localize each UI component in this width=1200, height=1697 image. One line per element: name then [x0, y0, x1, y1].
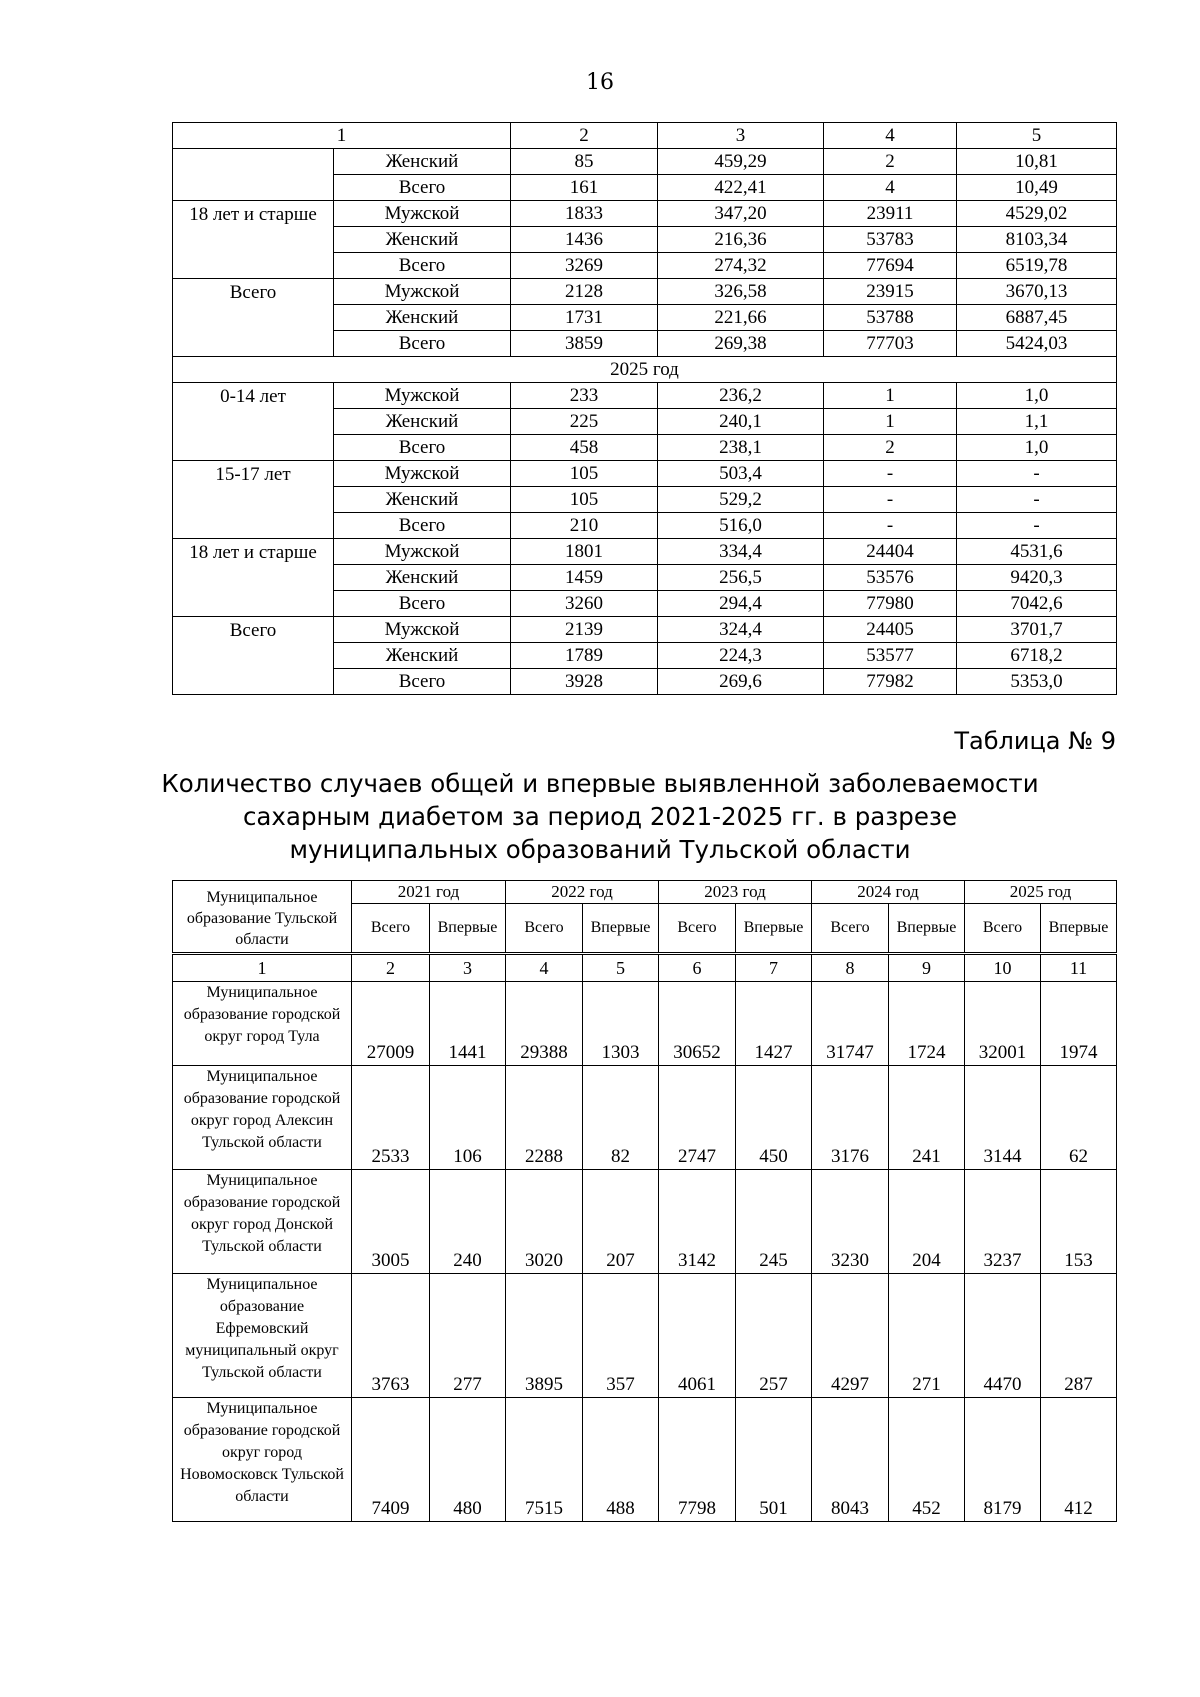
new-cases-subheader: Впервые: [889, 904, 965, 954]
value-cell: 326,58: [658, 279, 824, 305]
value-cell: -: [824, 487, 957, 513]
year-label: 2025 год: [173, 357, 1117, 383]
value-cell: 3269: [511, 253, 658, 279]
new-cases-subheader: Впервые: [1041, 904, 1117, 954]
table-row: [173, 201, 1117, 227]
value-cell: 2288: [506, 1066, 583, 1170]
table-row: [173, 461, 1117, 487]
value-cell: 32001: [965, 982, 1041, 1066]
value-cell: 85: [511, 149, 658, 175]
value-cell: 245: [736, 1170, 812, 1274]
sex-cell: Всего: [334, 513, 511, 539]
table-row: [173, 1274, 1117, 1398]
value-cell: 3020: [506, 1170, 583, 1274]
value-cell: 27009: [352, 982, 430, 1066]
column-number: 10: [965, 954, 1041, 982]
value-cell: 287: [1041, 1274, 1117, 1398]
column-number: 6: [659, 954, 736, 982]
sex-cell: Женский: [334, 227, 511, 253]
value-cell: 3144: [965, 1066, 1041, 1170]
year-header: 2025 год: [965, 881, 1117, 904]
value-cell: 224,3: [658, 643, 824, 669]
value-cell: 1801: [511, 539, 658, 565]
value-cell: 4529,02: [957, 201, 1117, 227]
total-subheader: Всего: [812, 904, 889, 954]
value-cell: -: [824, 461, 957, 487]
municipality-name: Муниципальное образование городской округ город Алексин Тульской области: [173, 1066, 352, 1170]
value-cell: 1459: [511, 565, 658, 591]
column-number: 8: [812, 954, 889, 982]
value-cell: 1: [824, 383, 957, 409]
value-cell: 3701,7: [957, 617, 1117, 643]
sex-cell: Женский: [334, 643, 511, 669]
value-cell: -: [957, 513, 1117, 539]
value-cell: 3928: [511, 669, 658, 695]
value-cell: 1,1: [957, 409, 1117, 435]
value-cell: 412: [1041, 1398, 1117, 1522]
sex-cell: Мужской: [334, 617, 511, 643]
column-number: 3: [658, 123, 824, 149]
value-cell: 1724: [889, 982, 965, 1066]
value-cell: 1427: [736, 982, 812, 1066]
sex-cell: Всего: [334, 435, 511, 461]
value-cell: 3260: [511, 591, 658, 617]
column-number: 5: [957, 123, 1117, 149]
value-cell: 10,81: [957, 149, 1117, 175]
value-cell: 357: [583, 1274, 659, 1398]
year-header: 2022 год: [506, 881, 659, 904]
total-subheader: Всего: [659, 904, 736, 954]
new-cases-subheader: Впервые: [583, 904, 659, 954]
value-cell: 4531,6: [957, 539, 1117, 565]
value-cell: 3859: [511, 331, 658, 357]
age-group-cell: [173, 149, 334, 201]
age-group-cell: 18 лет и старше: [173, 201, 334, 279]
value-cell: 2: [824, 435, 957, 461]
sex-cell: Женский: [334, 149, 511, 175]
value-cell: 4: [824, 175, 957, 201]
value-cell: 5353,0: [957, 669, 1117, 695]
value-cell: 233: [511, 383, 658, 409]
diabetes-by-municipality-table: [172, 880, 1117, 1522]
value-cell: 1789: [511, 643, 658, 669]
value-cell: 2128: [511, 279, 658, 305]
table-row: [173, 1066, 1117, 1170]
value-cell: 153: [1041, 1170, 1117, 1274]
column-number: 2: [352, 954, 430, 982]
year-header-row: [173, 881, 1117, 904]
value-cell: 77694: [824, 253, 957, 279]
total-subheader: Всего: [506, 904, 583, 954]
value-cell: 324,4: [658, 617, 824, 643]
value-cell: 8043: [812, 1398, 889, 1522]
value-cell: 1833: [511, 201, 658, 227]
sex-cell: Женский: [334, 487, 511, 513]
total-subheader: Всего: [965, 904, 1041, 954]
municipality-name: Муниципальное образование городской округ город Донской Тульской области: [173, 1170, 352, 1274]
value-cell: 10,49: [957, 175, 1117, 201]
column-number: 4: [824, 123, 957, 149]
value-cell: 5424,03: [957, 331, 1117, 357]
sex-cell: Мужской: [334, 461, 511, 487]
value-cell: 2533: [352, 1066, 430, 1170]
value-cell: 23911: [824, 201, 957, 227]
age-group-cell: 18 лет и старше: [173, 539, 334, 617]
value-cell: 501: [736, 1398, 812, 1522]
value-cell: 277: [430, 1274, 506, 1398]
value-cell: 9420,3: [957, 565, 1117, 591]
value-cell: 77980: [824, 591, 957, 617]
sex-cell: Всего: [334, 331, 511, 357]
value-cell: 1731: [511, 305, 658, 331]
incidence-by-age-sex-table: [172, 122, 1117, 695]
column-number: 4: [506, 954, 583, 982]
table-row: [173, 383, 1117, 409]
value-cell: 459,29: [658, 149, 824, 175]
value-cell: 4470: [965, 1274, 1041, 1398]
value-cell: 204: [889, 1170, 965, 1274]
value-cell: 6718,2: [957, 643, 1117, 669]
column-number: 1: [173, 123, 511, 149]
value-cell: 221,66: [658, 305, 824, 331]
value-cell: 1974: [1041, 982, 1117, 1066]
value-cell: 256,5: [658, 565, 824, 591]
column-number: 2: [511, 123, 658, 149]
column-number-row: [173, 954, 1117, 982]
value-cell: 240,1: [658, 409, 824, 435]
column-number: 11: [1041, 954, 1117, 982]
value-cell: 274,32: [658, 253, 824, 279]
age-group-cell: Всего: [173, 279, 334, 357]
value-cell: 450: [736, 1066, 812, 1170]
age-group-cell: 0-14 лет: [173, 383, 334, 461]
year-row: [173, 357, 1117, 383]
year-header: 2023 год: [659, 881, 812, 904]
value-cell: 1303: [583, 982, 659, 1066]
value-cell: 2139: [511, 617, 658, 643]
value-cell: 236,2: [658, 383, 824, 409]
column-number: 5: [583, 954, 659, 982]
value-cell: 1436: [511, 227, 658, 253]
value-cell: 269,6: [658, 669, 824, 695]
value-cell: -: [957, 461, 1117, 487]
value-cell: 210: [511, 513, 658, 539]
municipality-name: Муниципальное образование Ефремовский муниципальный округ Тульской области: [173, 1274, 352, 1398]
sex-cell: Женский: [334, 409, 511, 435]
table-title: Количество случаев общей и впервые выявленной заболеваемости сахарным диабетом за период 2021-2025 гг. в разрезе муниципальных образований Тульской области: [161, 769, 1039, 864]
value-cell: 8103,34: [957, 227, 1117, 253]
value-cell: 529,2: [658, 487, 824, 513]
value-cell: 480: [430, 1398, 506, 1522]
table-row: [173, 617, 1117, 643]
value-cell: 503,4: [658, 461, 824, 487]
sex-cell: Мужской: [334, 383, 511, 409]
column-number-row: [173, 123, 1117, 149]
value-cell: 225: [511, 409, 658, 435]
column-number: 9: [889, 954, 965, 982]
value-cell: 334,4: [658, 539, 824, 565]
value-cell: 1,0: [957, 383, 1117, 409]
value-cell: 241: [889, 1066, 965, 1170]
value-cell: -: [824, 513, 957, 539]
table-number-label: Таблица № 9: [954, 727, 1116, 755]
value-cell: 29388: [506, 982, 583, 1066]
value-cell: 7409: [352, 1398, 430, 1522]
value-cell: 7042,6: [957, 591, 1117, 617]
value-cell: 347,20: [658, 201, 824, 227]
municipality-header: Муниципальное образование Тульской области: [173, 881, 352, 954]
value-cell: 24404: [824, 539, 957, 565]
column-number: 7: [736, 954, 812, 982]
sex-cell: Мужской: [334, 201, 511, 227]
value-cell: 3176: [812, 1066, 889, 1170]
value-cell: 3237: [965, 1170, 1041, 1274]
value-cell: 271: [889, 1274, 965, 1398]
value-cell: 6887,45: [957, 305, 1117, 331]
value-cell: 1441: [430, 982, 506, 1066]
sex-cell: Женский: [334, 565, 511, 591]
value-cell: 8179: [965, 1398, 1041, 1522]
value-cell: 257: [736, 1274, 812, 1398]
value-cell: 24405: [824, 617, 957, 643]
table-row: [173, 982, 1117, 1066]
value-cell: 4297: [812, 1274, 889, 1398]
new-cases-subheader: Впервые: [736, 904, 812, 954]
value-cell: 161: [511, 175, 658, 201]
value-cell: 31747: [812, 982, 889, 1066]
value-cell: 3670,13: [957, 279, 1117, 305]
value-cell: 7515: [506, 1398, 583, 1522]
table-row: [173, 149, 1117, 175]
value-cell: 3142: [659, 1170, 736, 1274]
table-row: [173, 1170, 1117, 1274]
value-cell: 3895: [506, 1274, 583, 1398]
age-group-cell: 15-17 лет: [173, 461, 334, 539]
age-group-cell: Всего: [173, 617, 334, 695]
value-cell: 4061: [659, 1274, 736, 1398]
value-cell: 1,0: [957, 435, 1117, 461]
value-cell: 516,0: [658, 513, 824, 539]
value-cell: 53576: [824, 565, 957, 591]
sex-cell: Всего: [334, 175, 511, 201]
sex-cell: Всего: [334, 669, 511, 695]
value-cell: 488: [583, 1398, 659, 1522]
value-cell: 30652: [659, 982, 736, 1066]
table-row: [173, 1398, 1117, 1522]
total-subheader: Всего: [352, 904, 430, 954]
value-cell: 106: [430, 1066, 506, 1170]
value-cell: 6519,78: [957, 253, 1117, 279]
value-cell: 105: [511, 461, 658, 487]
value-cell: 62: [1041, 1066, 1117, 1170]
sex-cell: Женский: [334, 305, 511, 331]
value-cell: 77703: [824, 331, 957, 357]
value-cell: 3005: [352, 1170, 430, 1274]
sex-cell: Мужской: [334, 279, 511, 305]
value-cell: 53577: [824, 643, 957, 669]
sex-cell: Всего: [334, 253, 511, 279]
value-cell: 1: [824, 409, 957, 435]
value-cell: 452: [889, 1398, 965, 1522]
value-cell: 105: [511, 487, 658, 513]
value-cell: 77982: [824, 669, 957, 695]
value-cell: 294,4: [658, 591, 824, 617]
value-cell: 3763: [352, 1274, 430, 1398]
sex-cell: Мужской: [334, 539, 511, 565]
value-cell: 207: [583, 1170, 659, 1274]
value-cell: 422,41: [658, 175, 824, 201]
municipality-name: Муниципальное образование городской округ город Новомосковск Тульской области: [173, 1398, 352, 1522]
value-cell: 458: [511, 435, 658, 461]
new-cases-subheader: Впервые: [430, 904, 506, 954]
value-cell: -: [957, 487, 1117, 513]
value-cell: 269,38: [658, 331, 824, 357]
column-number: 1: [173, 954, 352, 982]
value-cell: 3230: [812, 1170, 889, 1274]
table-row: [173, 279, 1117, 305]
value-cell: 7798: [659, 1398, 736, 1522]
value-cell: 53788: [824, 305, 957, 331]
value-cell: 23915: [824, 279, 957, 305]
column-number: 3: [430, 954, 506, 982]
value-cell: 53783: [824, 227, 957, 253]
value-cell: 2747: [659, 1066, 736, 1170]
value-cell: 216,36: [658, 227, 824, 253]
value-cell: 82: [583, 1066, 659, 1170]
table-row: [173, 539, 1117, 565]
value-cell: 2: [824, 149, 957, 175]
sex-cell: Всего: [334, 591, 511, 617]
year-header: 2021 год: [352, 881, 506, 904]
page-number: 16: [586, 70, 614, 95]
value-cell: 238,1: [658, 435, 824, 461]
municipality-name: Муниципальное образование городской округ город Тула: [173, 982, 352, 1066]
value-cell: 240: [430, 1170, 506, 1274]
year-header: 2024 год: [812, 881, 965, 904]
